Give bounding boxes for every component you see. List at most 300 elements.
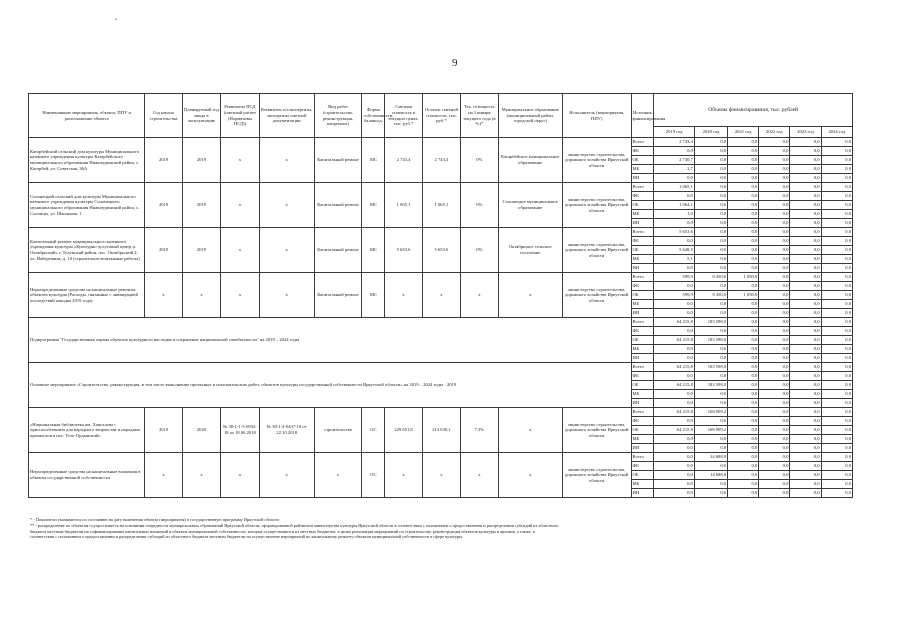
amount-cell: 0,0 [694, 282, 727, 291]
amount-cell: 0,0 [728, 174, 759, 183]
amount-cell: 5 648,5 [654, 246, 695, 255]
funding-source: ИИ [631, 264, 654, 273]
amount-cell: 0,0 [654, 399, 695, 408]
executor: министерство строительства, дорожного хозяйства Иркутской области [562, 453, 631, 498]
amount-cell: 0,0 [728, 246, 759, 255]
amount-cell: 0,0 [821, 318, 852, 327]
amount-cell: 0,0 [759, 318, 790, 327]
amount-cell: 0,0 [821, 471, 852, 480]
amount-cell: 0,0 [728, 363, 759, 372]
end-year: х [182, 453, 220, 498]
funding-source: ОБ [631, 201, 654, 210]
work-type: строительство [314, 408, 362, 453]
amount-cell: 0,0 [759, 453, 790, 462]
expertise-details: х [259, 273, 314, 318]
amount-cell: 0,0 [821, 246, 852, 255]
amount-cell: 0,0 [728, 471, 759, 480]
amount-cell: 0,0 [821, 165, 852, 174]
amount-cell: 0,0 [728, 354, 759, 363]
amount-cell: 0,0 [821, 390, 852, 399]
amount-cell: 0,0 [728, 210, 759, 219]
amount-cell: 168 909,2 [694, 408, 727, 417]
amount-cell: 0,0 [728, 399, 759, 408]
amount-cell: 0,0 [694, 147, 727, 156]
psd-details: № 38-1-1-3-0932-18 от 18.06.2018 [221, 408, 259, 453]
amount-cell: 0,0 [790, 399, 821, 408]
amount-cell: 0,0 [821, 336, 852, 345]
amount-cell: 0,0 [790, 255, 821, 264]
amount-cell: 0,0 [759, 480, 790, 489]
work-type: Капитальный ремонт [314, 138, 362, 183]
amount-cell: 0,0 [759, 336, 790, 345]
amount-cell: 0,0 [694, 237, 727, 246]
table-row [29, 183, 853, 192]
funding-source: ОБ [631, 246, 654, 255]
estimated-cost: х [385, 453, 422, 498]
expertise-details: х [259, 138, 314, 183]
amount-cell: 0,0 [821, 174, 852, 183]
amount-cell: 0,0 [759, 327, 790, 336]
amount-cell: 0,0 [821, 291, 852, 300]
amount-cell: 14 688,8 [694, 453, 727, 462]
amount-cell: 0,0 [821, 255, 852, 264]
amount-cell: 0,0 [728, 318, 759, 327]
amount-cell: 0,0 [759, 255, 790, 264]
work-type: Капитальный ремонт [314, 183, 362, 228]
funding-source: МБ [631, 255, 654, 264]
amount-cell: 0,0 [694, 345, 727, 354]
amount-cell: 0,0 [790, 444, 821, 453]
work-type: Капитальный ремонт [314, 228, 362, 273]
funding-source: ИИ [631, 174, 654, 183]
footnotes [30, 517, 860, 540]
amount-cell: 0,0 [759, 354, 790, 363]
col-header-volumes: Объемы финансирования, тыс. рублей [654, 94, 853, 127]
section-text: Основное мероприятие «Строительство, реконструкция, в том числе выполнение проектных и изыскательских работ, объектов культуры государственной собственности Иркутской области» на 2019 – 2024 годы [30, 382, 443, 388]
object-name: Капитальный ремонт муниципального казенного учреждения культуры «Культурно-досуговый центр п. Октябрьский» г. Тулунский район, пос. Октябрьский 2, ул. Набережная, д. 10 (строительно-монтажные работы) [29, 228, 145, 273]
amount-cell: 0,0 [654, 372, 695, 381]
amount-cell: 0,0 [728, 435, 759, 444]
amount-cell: 0,0 [821, 363, 852, 372]
start-year: х [145, 453, 182, 498]
amount-cell: 0,0 [759, 291, 790, 300]
municipality: х [498, 273, 562, 318]
amount-cell: 0,0 [790, 273, 821, 282]
amount-cell: 0,0 [790, 480, 821, 489]
funding-source: Всего [631, 138, 654, 147]
amount-cell: 0,0 [759, 219, 790, 228]
amount-cell: 0,0 [728, 480, 759, 489]
amount-cell: 0,0 [759, 246, 790, 255]
footnote-line: бюджета местным бюджетам на софинансирование капитальных вложений в объекты муниципальной собственности, которые осуществляются из местных бюджетов, в целях реализации мероприятий по строительству, реконструкции объектов культуры и архивов, а также, в [30, 528, 535, 534]
object-name: Катарбейский сельский дом культуры Муниципального казенного учреждения культуры Катарбейского муниципального образования Нижнеудинский район, с. Катарбей, ул. Советская, 36А [29, 138, 145, 183]
amount-cell: 0,0 [790, 408, 821, 417]
start-year: 2019 [145, 183, 182, 228]
amount-cell: 0,0 [759, 282, 790, 291]
amount-cell: 0,0 [654, 444, 695, 453]
funding-source: ФБ [631, 372, 654, 381]
amount-cell: 0,0 [694, 192, 727, 201]
amount-cell: 0,0 [821, 354, 852, 363]
amount-cell: 0,0 [821, 453, 852, 462]
amount-cell: 0,0 [759, 201, 790, 210]
amount-cell: 0,0 [790, 300, 821, 309]
amount-cell: 0,0 [821, 381, 852, 390]
amount-cell: 0,0 [728, 219, 759, 228]
amount-cell: 0,0 [694, 489, 727, 498]
amount-cell: 0,0 [790, 354, 821, 363]
amount-cell: 0,0 [821, 435, 852, 444]
object-name: «Национальная библиотека им. Хангалова с приспособлением для народного творчества и народных промыслов в пос. Усть-Ордынский» [29, 408, 145, 453]
funding-source: МБ [631, 210, 654, 219]
psd-details: х [221, 183, 259, 228]
amount-cell: 1 065,1 [654, 183, 695, 192]
amount-cell: 0,0 [759, 390, 790, 399]
readiness: 7,3% [461, 408, 498, 453]
amount-cell: 0,0 [821, 372, 852, 381]
amount-cell: 0,0 [654, 219, 695, 228]
ownership: ОС [362, 453, 385, 498]
amount-cell: 0,0 [694, 264, 727, 273]
remaining-cost: 5 653,6 [422, 228, 460, 273]
start-year: 2019 [145, 138, 182, 183]
funding-source: ФБ [631, 327, 654, 336]
funding-source: МБ [631, 480, 654, 489]
amount-cell: 0,0 [790, 183, 821, 192]
funding-source: МБ [631, 435, 654, 444]
table-row [29, 138, 853, 147]
amount-cell: 0,0 [728, 327, 759, 336]
ownership: МС [362, 183, 385, 228]
amount-cell: 0,0 [759, 417, 790, 426]
col-header: Год начала строительства [145, 94, 182, 138]
amount-cell: 0,0 [790, 228, 821, 237]
amount-cell: 0,0 [821, 417, 852, 426]
amount-cell: 0,0 [728, 489, 759, 498]
amount-cell: 0,0 [759, 489, 790, 498]
end-year: 2020 [182, 408, 220, 453]
amount-cell: 0,0 [728, 147, 759, 156]
funding-source: ИИ [631, 354, 654, 363]
executor: министерство строительства, дорожного хозяйства Иркутской области [562, 183, 631, 228]
col-header: Сметная стоимость в текущих ценах, тыс. руб.* [385, 94, 422, 138]
remaining-cost: х [422, 453, 460, 498]
amount-cell: 0,0 [821, 408, 852, 417]
funding-source: Всего [631, 183, 654, 192]
amount-cell: 0,0 [759, 399, 790, 408]
remaining-cost: х [422, 273, 460, 318]
amount-cell: 0,0 [728, 264, 759, 273]
estimated-cost: 5 653,6 [385, 228, 422, 273]
amount-cell: 0,0 [728, 228, 759, 237]
amount-cell: 0,0 [790, 417, 821, 426]
estimated-cost: 2 743,4 [385, 138, 422, 183]
col-header: Муниципальное образование (муниципальный район, городской округ) [498, 94, 562, 138]
amount-cell: 0,0 [694, 174, 727, 183]
amount-cell: 0,0 [728, 462, 759, 471]
year-header: 2019 год [654, 127, 695, 138]
municipality: х [498, 453, 562, 498]
year-header: 2023 год [790, 127, 821, 138]
estimated-cost: 229 651,8 [385, 408, 422, 453]
amount-cell: 0,0 [790, 435, 821, 444]
program-table [28, 93, 853, 498]
municipality: Катарбейское муниципальное образование [498, 138, 562, 183]
amount-cell: 0,0 [821, 237, 852, 246]
amount-cell: 0,0 [694, 372, 727, 381]
remaining-cost: 213 630,1 [422, 408, 460, 453]
funding-source: Всего [631, 408, 654, 417]
readiness: х [461, 453, 498, 498]
amount-cell: 0,0 [694, 327, 727, 336]
amount-cell: 183 598,0 [694, 381, 727, 390]
amount-cell: 0,0 [694, 435, 727, 444]
amount-cell: 0,0 [728, 192, 759, 201]
expertise-details: х [259, 183, 314, 228]
amount-cell: 0,0 [790, 237, 821, 246]
executor: министерство строительства, дорожного хозяйства Иркутской области [562, 273, 631, 318]
footnote-line: * - Показатели указываются по состоянию на дату включения объекта (мероприятия) в государственную программу Иркутской области [30, 517, 279, 522]
table-row [29, 318, 853, 327]
table-row [29, 408, 853, 417]
amount-cell: 0,0 [821, 345, 852, 354]
amount-cell: 2 743,4 [654, 138, 695, 147]
funding-source: ИИ [631, 219, 654, 228]
amount-cell: 0,0 [654, 462, 695, 471]
amount-cell: 0,0 [728, 255, 759, 264]
start-year: 2019 [145, 228, 182, 273]
amount-cell: 0,0 [790, 462, 821, 471]
amount-cell: 0,0 [821, 273, 852, 282]
amount-cell: 0,0 [821, 489, 852, 498]
amount-cell: 0,0 [654, 264, 695, 273]
amount-cell: 0,0 [654, 192, 695, 201]
amount-cell: 0,0 [654, 345, 695, 354]
amount-cell: 0,0 [759, 309, 790, 318]
amount-cell: 1 064,1 [654, 201, 695, 210]
amount-cell: 0,0 [821, 228, 852, 237]
amount-cell: 0,0 [728, 282, 759, 291]
funding-source: ОБ [631, 291, 654, 300]
section-title [29, 318, 632, 363]
amount-cell: 168 909,2 [694, 426, 727, 435]
col-header: Исполнитель (мероприятия, ППУ) [562, 94, 631, 138]
amount-cell: 183 598,0 [694, 318, 727, 327]
amount-cell: 0,0 [790, 489, 821, 498]
amount-cell: 0,0 [821, 183, 852, 192]
amount-cell: 14 688,8 [694, 471, 727, 480]
amount-cell: 0,0 [694, 165, 727, 174]
amount-cell: 0,0 [728, 426, 759, 435]
amount-cell: 0,0 [654, 489, 695, 498]
amount-cell: 0,0 [759, 183, 790, 192]
funding-source: ОБ [631, 381, 654, 390]
footnote-line: соответствии с положением о предоставлении и распределении субсидий из областного бюджета местным бюджетам на осуществление мероприятий по капитальному ремонту объектов муниципальной собственности в сфере культуры. [30, 534, 464, 540]
amount-cell: 0,0 [694, 354, 727, 363]
amount-cell: 0,0 [654, 282, 695, 291]
amount-cell: 0,0 [694, 444, 727, 453]
amount-cell: 183 598,0 [694, 363, 727, 372]
amount-cell: 0,0 [654, 480, 695, 489]
amount-cell: 0,0 [728, 390, 759, 399]
amount-cell: 599,9 [654, 291, 695, 300]
amount-cell: 0,0 [694, 417, 727, 426]
amount-cell: 0,0 [790, 372, 821, 381]
amount-cell: 0,0 [694, 183, 727, 192]
funding-source: ФБ [631, 192, 654, 201]
amount-cell: 0,0 [654, 471, 695, 480]
end-year: 2019 [182, 183, 220, 228]
amount-cell: 1 050,0 [728, 273, 759, 282]
amount-cell: 0,0 [728, 408, 759, 417]
col-header: Реквизиты ПСД (сметный расчет (Нормативы ПСД)) [221, 94, 259, 138]
amount-cell: 0,0 [728, 336, 759, 345]
amount-cell: 0,0 [821, 147, 852, 156]
amount-cell: 599,9 [654, 273, 695, 282]
col-header: Наименование мероприятия, объекта, ППУ и расположение объекта [29, 94, 145, 138]
amount-cell: 64 215,8 [654, 426, 695, 435]
page-number: 9 [452, 57, 458, 69]
amount-cell: 2,7 [654, 165, 695, 174]
amount-cell: 0,0 [790, 264, 821, 273]
amount-cell: 0,0 [759, 462, 790, 471]
start-year: х [145, 273, 182, 318]
amount-cell: 0,0 [790, 192, 821, 201]
amount-cell: 0,0 [654, 300, 695, 309]
amount-cell: 183 598,0 [694, 336, 727, 345]
estimated-cost: 1 065,1 [385, 183, 422, 228]
amount-cell: 0,0 [790, 453, 821, 462]
table-row [29, 363, 853, 372]
amount-cell: 0,0 [654, 147, 695, 156]
year-header: 2024 год [821, 127, 852, 138]
amount-cell: 9 450,0 [694, 291, 727, 300]
amount-cell: 0,0 [728, 183, 759, 192]
funding-source: ИИ [631, 489, 654, 498]
amount-cell: 0,0 [821, 264, 852, 273]
amount-cell: 0,0 [821, 300, 852, 309]
amount-cell: 0,0 [728, 300, 759, 309]
amount-cell: 0,0 [821, 192, 852, 201]
funding-source: Всего [631, 318, 654, 327]
amount-cell: 0,0 [654, 237, 695, 246]
amount-cell: 0,0 [759, 471, 790, 480]
funding-source: ФБ [631, 237, 654, 246]
amount-cell: 0,0 [759, 300, 790, 309]
amount-cell: 0,0 [821, 480, 852, 489]
amount-cell: 0,0 [790, 210, 821, 219]
psd-details: х [221, 453, 259, 498]
section-text: Подпрограмма "Государственная охрана объектов культурного наследия и сохранение национальной самобытности" на 2019 – 2024 годы [30, 337, 300, 343]
amount-cell: 0,0 [790, 147, 821, 156]
amount-cell: 0,0 [821, 282, 852, 291]
start-year: 2019 [145, 408, 182, 453]
top-mark: • [115, 18, 117, 23]
amount-cell: 1,0 [654, 210, 695, 219]
amount-cell: 0,0 [790, 156, 821, 165]
amount-cell: 0,0 [821, 426, 852, 435]
funding-source: ФБ [631, 282, 654, 291]
municipality: Солонецкое муниципальное образование [498, 183, 562, 228]
amount-cell: 5 653,6 [654, 228, 695, 237]
funding-source: Всего [631, 228, 654, 237]
municipality: х [498, 408, 562, 453]
col-header: Источник финансирования [631, 94, 654, 138]
amount-cell: 0,0 [759, 264, 790, 273]
col-header: Тех. готовность на 1 января текущего года (в %)* [461, 94, 498, 138]
amount-cell: 0,0 [728, 138, 759, 147]
amount-cell: 0,0 [759, 426, 790, 435]
executor: министерство строительства, дорожного хозяйства Иркутской области [562, 228, 631, 273]
amount-cell: 2 740,7 [654, 156, 695, 165]
amount-cell: 0,0 [728, 237, 759, 246]
amount-cell: 0,0 [654, 174, 695, 183]
object-name: Нераспределенные средства на капитальные ремонты объектов культуры (Расходы, связанные с ликвидацией последствий паводка 2019 года) [29, 273, 145, 318]
readiness: 0% [461, 183, 498, 228]
table-row [29, 453, 853, 462]
amount-cell: 0,0 [821, 219, 852, 228]
municipality: Октябрьское сельское поселение [498, 228, 562, 273]
object-name: Солонецкий сельский дом культуры Муниципального казенного учреждения культуры Солонецкого муниципального образования Нижнеудинский район, с. Солонцы, ул. Школьная, 1 [29, 183, 145, 228]
amount-cell: 0,0 [728, 444, 759, 453]
executor: министерство строительства, дорожного хозяйства Иркутской области [562, 408, 631, 453]
funding-source: МБ [631, 390, 654, 399]
amount-cell: 0,0 [694, 156, 727, 165]
amount-cell: 0,0 [654, 327, 695, 336]
amount-cell: 0,0 [759, 372, 790, 381]
table-row [29, 273, 853, 282]
year-header: 2021 год [728, 127, 759, 138]
col-header: Форма собственности, балансод. [362, 94, 385, 138]
expertise-details: х [259, 453, 314, 498]
end-year: х [182, 273, 220, 318]
amount-cell: 0,0 [790, 327, 821, 336]
amount-cell: 0,0 [821, 444, 852, 453]
amount-cell: 64 215,8 [654, 408, 695, 417]
remaining-cost: 2 743,4 [422, 138, 460, 183]
amount-cell: 0,0 [790, 345, 821, 354]
amount-cell: 5,1 [654, 255, 695, 264]
expertise-details: № 38-1-4-0437-18 от 22.10.2018 [259, 408, 314, 453]
amount-cell: 0,0 [790, 282, 821, 291]
amount-cell: 0,0 [694, 309, 727, 318]
amount-cell: 0,0 [759, 381, 790, 390]
readiness: 0% [461, 138, 498, 183]
amount-cell: 0,0 [694, 480, 727, 489]
funding-source: ОБ [631, 336, 654, 345]
funding-source: МБ [631, 300, 654, 309]
amount-cell: 0,0 [821, 201, 852, 210]
amount-cell: 0,0 [759, 444, 790, 453]
amount-cell: 0,0 [821, 327, 852, 336]
amount-cell: 0,0 [728, 201, 759, 210]
amount-cell: 0,0 [790, 390, 821, 399]
ownership: МС [362, 138, 385, 183]
estimated-cost: х [385, 273, 422, 318]
amount-cell: 0,0 [759, 228, 790, 237]
amount-cell: 0,0 [694, 210, 727, 219]
amount-cell: 0,0 [790, 138, 821, 147]
executor: министерство строительства, дорожного хозяйства Иркутской области [562, 138, 631, 183]
amount-cell: 0,0 [759, 363, 790, 372]
amount-cell: 0,0 [790, 336, 821, 345]
funding-source: ИИ [631, 399, 654, 408]
year-header: 2020 год [694, 127, 727, 138]
amount-cell: 0,0 [759, 210, 790, 219]
readiness: 0% [461, 228, 498, 273]
funding-source: ОБ [631, 156, 654, 165]
amount-cell: 0,0 [728, 345, 759, 354]
